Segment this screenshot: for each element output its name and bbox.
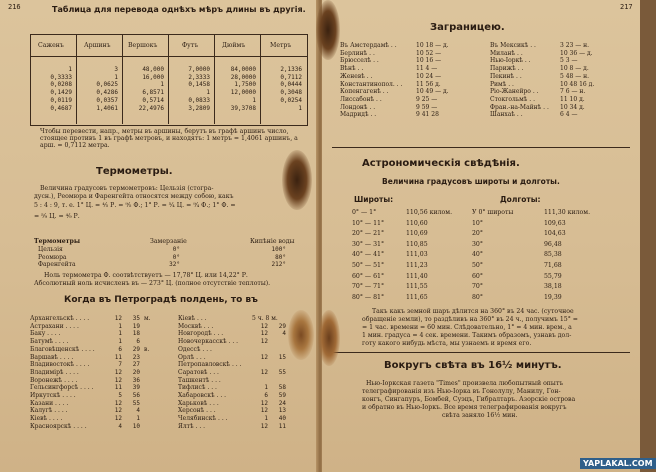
astro-subtitle: Величина градусовъ широты и долготы.: [382, 177, 560, 186]
noon-right-suffix: 5 ч. 8 м.: [252, 315, 278, 322]
page-number-right: 217: [620, 3, 633, 11]
astro-note-line: Такъ какъ земной шаръ дѣлится на 360° въ 24 час. (суточное: [372, 308, 574, 315]
measures-header: Дюймъ: [222, 42, 246, 49]
noon-left-suffix: м. в.: [144, 315, 151, 353]
measures-column: 2,1336 0,7112 0,0444 0,3048 0,0254 1: [280, 66, 302, 112]
noon-right-cities: Кіевѣ . . . Москвѣ . . . Новгородѣ . . . Новочеркасскѣ . . . Одессѣ . . . Орлѣ . . . Петропавловскѣ . . . Саратовѣ . . . Ташкентѣ . . . Тифлисѣ . . . Хабаровскѣ . . . Харьковѣ . . . Херсонѣ . . . Челябинскѣ . . . Ялтѣ . . .: [178, 315, 242, 430]
noon-right-minutes: 29 4 15 55 58 59 24 13 40 11: [278, 322, 286, 430]
astro-note-line: 1 мин. градуса = 4 сек. времени. Такимъ образомъ, узнавъ дол-: [362, 332, 572, 339]
left-page: [0, 0, 318, 472]
noon-left-minutes: 35 19 18 6 29 23 27 20 36 39 56 55 4 1 10: [132, 315, 140, 430]
measures-header: Метръ: [270, 42, 292, 49]
ink-stain: [316, 0, 340, 60]
ink-stain: [318, 310, 340, 366]
world-text-line: телеграфированія изъ Нью-Іорка въ Гонолулу, Манилу, Гон-: [362, 388, 561, 395]
watermark: YAPLAKAL.COM: [580, 458, 656, 469]
thermo-head: Замерзаніе: [150, 238, 187, 245]
longitude-degrees: У 0° широты 10° 20° 30° 40° 50° 60° 70° 80°: [472, 209, 514, 301]
thermo-title: Термометры.: [96, 166, 173, 177]
ink-stain: [288, 310, 314, 360]
abroad-left-times: 10 18 — д. 10 52 — 10 16 — 11 4 — 10 24 — 11 56 д. 10 49 — д. 9 25 — 9 59 — 9 41 28: [416, 42, 449, 119]
measures-title: Таблица для перевода однѣхъ мѣръ длины въ другія.: [52, 5, 306, 14]
noon-title: Когда въ Петроградѣ полдень, то въ: [64, 295, 258, 305]
world-text-line: и обратно въ Нью-Іоркъ. Все время телеграфированія вокругъ: [362, 404, 567, 411]
measures-header: Вершокъ: [128, 42, 158, 49]
page-number-left: 216: [8, 3, 21, 11]
thermo-head: Термометры: [34, 238, 81, 245]
world-title: Вокругъ свѣта въ 16½ минутъ.: [384, 360, 562, 371]
noon-left-cities: Архангельскѣ . . . . Астрахани . . . . Баку . . . . Батумѣ . . . . Благовѣщенскѣ . . . . Варшавѣ . . . . Владивостокѣ . . . . Владимірѣ . . . . Воронежѣ . . . . Гельсингфорсѣ . . . . Иркутскѣ . . . . Казани . . . . Калугѣ . . . . Кіевѣ . . . . Красноярскѣ . . . .: [30, 315, 95, 430]
thermo-freeze-values: 0° 0° 32°: [169, 246, 180, 269]
measures-column: 3 1 0,0625 0,4286 0,0357 1,4061: [96, 66, 118, 112]
measures-header: Аршинъ: [84, 42, 111, 49]
thermo-foot: Абсолютный ноль исчисленъ въ — 273° Ц. (полное отсутствіе теплоты).: [34, 280, 271, 287]
thermo-boil-values: 100° 80° 212°: [271, 246, 286, 269]
abroad-title: Заграницею.: [430, 22, 505, 33]
world-text-line: Нью-Іоркская газета "Times" произвела любопытный опытъ: [366, 380, 564, 387]
abroad-right-times: 3 23 — н. 10 36 — д. 5 3 — 10 8 — д. 5 48 — н. 10 48 16 д. 7 6 — н. 11 10 д. 10 34 д. 6 4 —: [560, 42, 595, 119]
world-text-line: конгъ, Сингапуръ, Бомбей, Суэцъ, Гибралтаръ. Азорскіе острова: [362, 396, 576, 403]
longitude-values: 111,30 килом. 109,63 104,63 96,48 85,38 71,68 55,79 38,18 19,39: [544, 209, 591, 301]
latitude-values: 110,56 килом. 110,60 110,69 110,85 111,03 111,23 111,40 111,55 111,65: [406, 209, 453, 301]
longitude-label: Долготы:: [500, 195, 541, 204]
measures-column: 48,000 16,000 1 6,8571 0,5714 22,4976: [138, 66, 164, 112]
astro-note-line: обращеніе земли), то раздѣливъ на 360° въ 24 ч., получимъ 15° =: [362, 316, 578, 323]
thermo-foot: Ноль термометра Ф. соотвѣтствуетъ — 17,78° Ц. или 14,22° Р.: [44, 272, 248, 279]
measures-column: 1 0,3333 0,0208 0,1429 0,0119 0,4687: [50, 66, 72, 112]
measures-header: Футъ: [182, 42, 199, 49]
measures-column: 7,0000 2,3333 0,1458 1 0,0833 3,2809: [188, 66, 210, 112]
thermo-intro-line: = ⁵⁄₉ Ц. = ⁴⁄₉ Р.: [34, 213, 80, 220]
latitude-label: Широты:: [354, 195, 394, 204]
world-text-line: свѣта заняло 16½ мин.: [442, 412, 518, 419]
thermo-intro-line: Величина градусовъ термометровъ: Цельзія (стогра-: [40, 185, 214, 192]
right-page: [322, 0, 653, 472]
thermo-intro-line: дусн.), Реомюра и Фаренгейта относятся между собою, какъ: [34, 193, 234, 200]
measures-header: Саженъ: [38, 42, 64, 49]
thermo-names: Цельзія Реомюра Фаренгейта: [38, 246, 76, 269]
latitude-degrees: 0° — 1° 10° — 11° 20° — 21° 30° — 31° 40° — 41° 50° — 51° 60° — 61° 70° — 71° 80° — 81°: [352, 209, 385, 301]
thermo-head: Кипѣніе воды: [250, 238, 295, 245]
noon-right-hours: 12 12 12 12 12 1 6 12 12 1 12: [260, 322, 268, 430]
astro-title: Астрономическія свѣдѣнія.: [362, 158, 520, 169]
abroad-right-cities: Въ Мексикѣ . . Миланѣ . . Нью-Іоркѣ . . Парижѣ . . Пекинѣ . . Римѣ . . Ріо-Жанейро . . Стокгольмѣ . . Фран.-на-Майнѣ . . Шанхаѣ . .: [490, 42, 549, 119]
ink-stain: [282, 150, 312, 210]
noon-left-hours: 12 1 1 1 6 11 7 12 12 11 5 12 12 12 4: [114, 315, 122, 430]
astro-note-line: готу какого нибудь мѣста, мы узнаемъ и время его.: [362, 340, 532, 347]
measures-column: 84,0000 28,0000 1,7500 12,0000 1 39,3708: [230, 66, 256, 112]
thermo-intro-line: 5 : 4 : 9, т. е. 1° Ц. = ⁴⁄₅ Р. = ⁹⁄₅ Ф.; 1° Р. = ⁵⁄₄ Ц. = ⁹⁄₄ Ф.; 1° Ф. =: [34, 202, 236, 209]
measures-note: Чтобы перевести, напр., метры въ аршины, берутъ въ графѣ аршинъ число, стоящее противъ 1 въ графѣ метровъ, и находятъ: 1 метръ = 1,4061 аршинъ, а арш. = 0,7112 метра.: [40, 128, 298, 149]
astro-note-line: = 1 час. времени = 60 мин. Слѣдовательно, 1° = 4 мин. врем., а: [362, 324, 572, 331]
abroad-left-cities: Въ Амстердамѣ . . Берлинѣ . . Брюсселѣ . . Вѣнѣ . . Женевѣ . . Константинопол. . . Копенгагенѣ . . Лиссабонѣ . . Лондонѣ . . Мадридѣ . .: [340, 42, 403, 119]
